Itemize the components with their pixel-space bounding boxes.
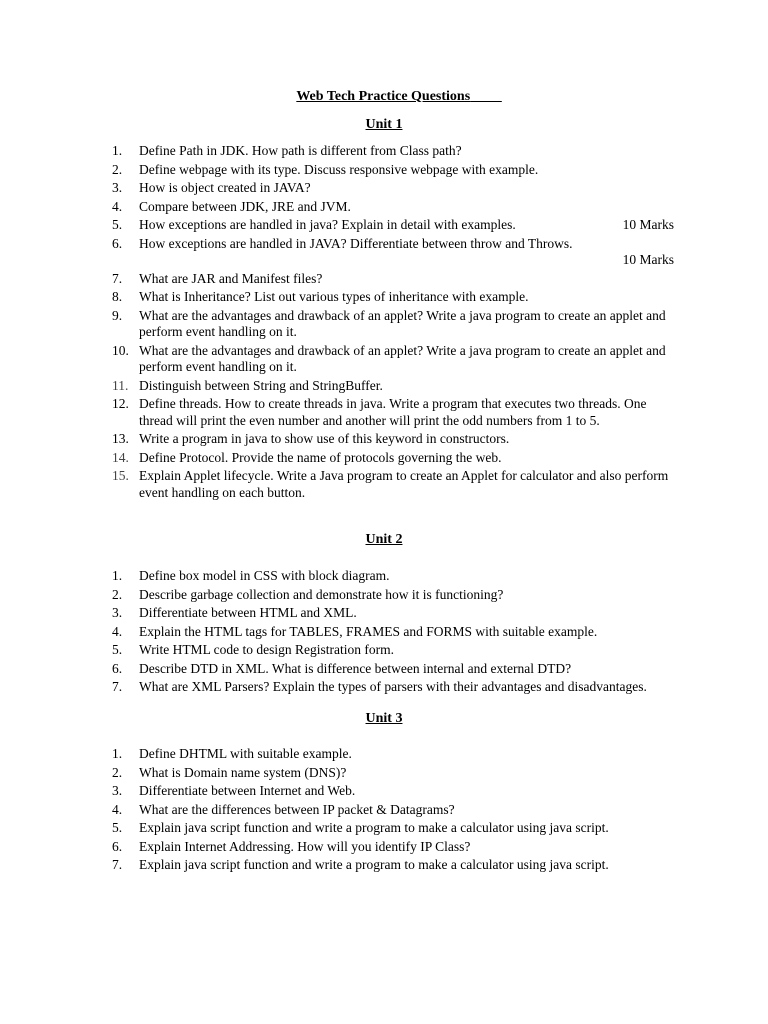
- marks-label: 10 Marks: [622, 217, 674, 232]
- unit-2-heading: Unit 2: [365, 532, 403, 547]
- unit-3-heading: Unit 3: [365, 711, 403, 726]
- unit-2-question-list: [112, 568, 676, 698]
- unit-1-heading: Unit 1: [365, 117, 403, 132]
- question-item: 9. What are the advantages and drawback of an applet? Write a java program to create an applet and perform event handling on it.: [112, 307, 666, 339]
- question-item: 14. Define Protocol. Provide the name of protocols governing the web.: [112, 449, 502, 465]
- question-item: 1. Define DHTML with suitable example.: [112, 746, 352, 761]
- question-item: 7. Explain java script function and write a program to make a calculator using java script.: [112, 857, 609, 872]
- question-item: 2. Define webpage with its type. Discuss responsive webpage with example.: [112, 161, 539, 177]
- question-item: 5. Explain java script function and write a program to make a calculator using java script.: [112, 820, 609, 835]
- marks-label: 10 Marks: [622, 252, 674, 267]
- question-item: 7. What are JAR and Manifest files?: [112, 270, 323, 286]
- unit-3-question-list: [112, 746, 676, 876]
- question-item: 1. Define Path in JDK. How path is different from Class path?: [112, 143, 462, 158]
- question-item: 7. What are XML Parsers? Explain the types of parsers with their advantages and disadvantages.: [112, 679, 647, 694]
- question-item: 6. How exceptions are handled in JAVA? Differentiate between throw and Throws. 10 Marks: [112, 235, 674, 267]
- question-item: 13. Write a program in java to show use of this keyword in constructors.: [112, 431, 510, 446]
- question-item: 4. What are the differences between IP packet & Datagrams?: [112, 801, 455, 817]
- question-item: 1. Define box model in CSS with block diagram.: [112, 568, 390, 583]
- document-title: Web Tech Practice Questions ____: [296, 89, 502, 104]
- question-item: 8. What is Inheritance? List out various types of inheritance with example.: [112, 289, 529, 304]
- question-item: 11. Distinguish between String and StringBuffer.: [112, 377, 383, 393]
- unit-1-question-list: [112, 143, 676, 503]
- question-item: 6. Explain Internet Addressing. How will you identify IP Class?: [112, 838, 471, 854]
- question-item: 2. Describe garbage collection and demonstrate how it is functioning?: [112, 586, 504, 602]
- question-item: 12. Define threads. How to create threads in java. Write a program that executes two threads. One thread will print the even number and another will print the odd numbers from 1 to 5.: [112, 396, 647, 428]
- question-item: 3. Differentiate between HTML and XML.: [112, 605, 357, 620]
- question-item: 2. What is Domain name system (DNS)?: [112, 764, 347, 780]
- question-item: 10. What are the advantages and drawback of an applet? Write a java program to create an applet and perform event handling on it.: [112, 342, 666, 374]
- question-item: 4. Explain the HTML tags for TABLES, FRAMES and FORMS with suitable example.: [112, 623, 598, 639]
- question-item: 5. How exceptions are handled in java? Explain in detail with examples. 10 Marks: [112, 217, 674, 232]
- question-item: 6. Describe DTD in XML. What is difference between internal and external DTD?: [112, 660, 572, 676]
- question-item: 3. Differentiate between Internet and Web.: [112, 783, 356, 798]
- question-item: 5. Write HTML code to design Registration form.: [112, 642, 395, 657]
- question-item: 3. How is object created in JAVA?: [112, 180, 311, 195]
- question-item: 4. Compare between JDK, JRE and JVM.: [112, 198, 351, 214]
- question-item: 15. Explain Applet lifecycle. Write a Java program to create an Applet for calculator and also perform event handling on each button.: [112, 468, 669, 500]
